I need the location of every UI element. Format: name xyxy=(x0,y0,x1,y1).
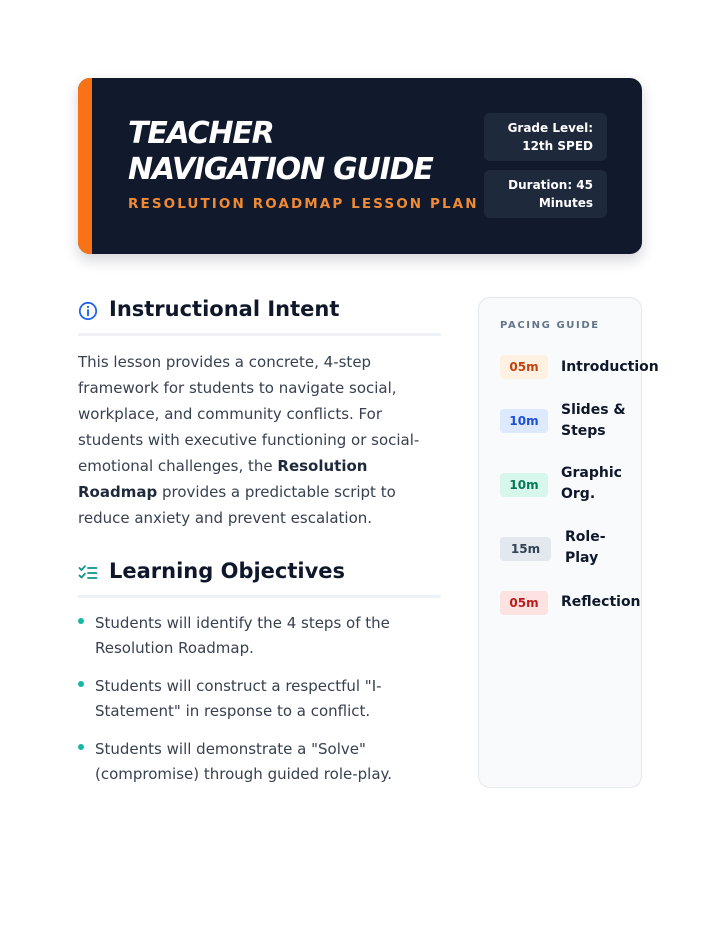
learning-objectives-heading: Learning Objectives xyxy=(109,559,346,583)
time-badge: 05m xyxy=(500,591,548,615)
bullet-dot-icon xyxy=(78,681,84,687)
objective-text: Students will demonstrate a "Solve" (compromise) through guided role-play. xyxy=(95,740,393,783)
list-item xyxy=(78,737,448,787)
pacing-activity: Reflection xyxy=(561,594,641,610)
instructional-intent-text xyxy=(78,349,448,531)
lesson-header xyxy=(78,78,642,254)
info-circle-icon xyxy=(78,301,98,321)
bullet-dot-icon xyxy=(78,744,84,750)
intent-text-part: provides a predictable script to reduce anxiety and prevent escalation. xyxy=(78,483,396,527)
page-subtitle: RESOLUTION ROADMAP LESSON PLAN xyxy=(128,196,479,212)
pacing-guide-panel xyxy=(478,297,659,788)
page-title: TEACHER NAVIGATION GUIDE xyxy=(128,116,433,187)
time-badge: 05m xyxy=(500,355,548,379)
time-badge: 10m xyxy=(500,473,548,497)
list-item xyxy=(78,674,448,724)
pacing-guide-label: PACING GUIDE xyxy=(500,320,600,331)
instructional-intent-heading: Instructional Intent xyxy=(109,297,340,321)
pacing-activity: Role-Play xyxy=(565,529,606,566)
duration-badge: Duration: 45 Minutes xyxy=(484,170,607,218)
resolution-roadmap-emphasis: Resolution Roadmap xyxy=(78,457,368,501)
pacing-activity: Introduction xyxy=(561,359,659,375)
header-accent-bar xyxy=(78,78,92,254)
objectives-list xyxy=(78,611,448,800)
objective-text: Students will identify the 4 steps of the Resolution Roadmap. xyxy=(95,614,390,657)
grade-level-badge: Grade Level: 12th SPED xyxy=(484,113,607,161)
instructional-intent-header xyxy=(78,292,441,336)
time-badge: 15m xyxy=(500,537,551,561)
pacing-activity: Graphic Org. xyxy=(561,465,622,502)
intent-text-part: This lesson provides a concrete, 4-step framework for students to navigate social, workplace, and community conflicts. For students with executive functioning or social-emotional challenges, the xyxy=(78,353,420,475)
pacing-activity: Slides & Steps xyxy=(561,402,626,439)
learning-objectives-header xyxy=(78,554,441,598)
checklist-icon xyxy=(78,563,98,583)
time-badge: 10m xyxy=(500,409,548,433)
objective-text: Students will construct a respectful "I-Statement" in response to a conflict. xyxy=(95,677,382,720)
list-item xyxy=(78,611,448,661)
bullet-dot-icon xyxy=(78,618,84,624)
